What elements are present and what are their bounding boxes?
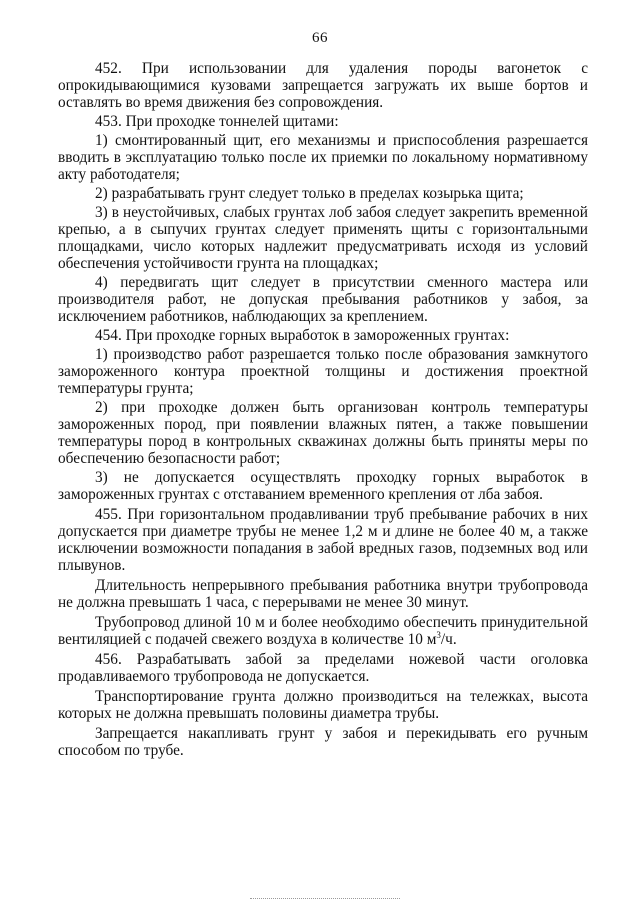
paragraph-prohibition: Запрещается накапливать грунт у забоя и перекидывать его ручным способом по трубе.	[58, 725, 588, 759]
paragraph-455: 455. При горизонтальном продавливании труб пребывание рабочих в них допускается при диаметре трубы не менее 1,2 м и длине не более 40 м, а также исключении возможности попадания в забой вредных газов, подземных вод или плывунов.	[58, 506, 588, 574]
paragraph-452: 452. При использовании для удаления породы вагонеток с опрокидывающимися кузовами запрещается загружать их выше бортов и оставлять во время движения без сопровождения.	[58, 60, 588, 111]
paragraph-454-heading: 454. При проходке горных выработок в замороженных грунтах:	[95, 327, 510, 344]
page-number: 66	[312, 30, 328, 46]
paragraph-454-item-3: 3) не допускается осуществлять проходку горных выработок в замороженных грунтах с отставанием временного крепления от лба забоя.	[58, 469, 588, 503]
paragraph-456: 456. Разрабатывать забой за пределами ножевой части оголовка продавливаемого трубопровода не допускается.	[58, 651, 588, 685]
paragraph-453-item-2: 2) разрабатывать грунт следует только в пределах козырька щита;	[95, 185, 524, 202]
document-body	[58, 60, 588, 761]
paragraph-ventilation	[58, 614, 588, 648]
paragraph-453-item-3: 3) в неустойчивых, слабых грунтах лоб забоя следует закрепить временной крепью, а в сыпучих грунтах следует применять щиты с горизонтальными площадками, число которых надлежит предусматривать исходя из условий обеспечения устойчивости грунта на площадках;	[58, 204, 588, 272]
paragraph-454-item-1: 1) производство работ разрешается только после образования замкнутого замороженного контура проектной толщины и достижения проектной температуры грунта;	[58, 346, 588, 397]
scan-edge-mark	[250, 898, 400, 901]
paragraph-453-item-1: 1) смонтированный щит, его механизмы и приспособления разрешается вводить в эксплуатацию только после их приемки по локальному нормативному акту работодателя;	[58, 132, 588, 183]
ventilation-unit-power: 3	[436, 630, 441, 640]
paragraph-453-heading: 453. При проходке тоннелей щитами:	[95, 113, 339, 130]
ventilation-unit-suffix: /ч.	[440, 631, 457, 648]
paragraph-duration: Длительность непрерывного пребывания работника внутри трубопровода не должна превышать 1 часа, с перерывами не менее 30 минут.	[58, 577, 588, 611]
paragraph-transport: Транспортирование грунта должно производиться на тележках, высота которых не должна превышать половины диаметра трубы.	[58, 688, 588, 722]
ventilation-text: Трубопровод длиной 10 м и более необходимо обеспечить принудительной вентиляцией с подачей свежего воздуха в количестве 10 м	[58, 614, 588, 648]
paragraph-454-item-2: 2) при проходке должен быть организован контроль температуры замороженных пород, при появлении влажных пятен, а также повышении температуры пород в контрольных скважинах должны быть приняты меры по обеспечению безопасности работ;	[58, 399, 588, 467]
paragraph-453-item-4: 4) передвигать щит следует в присутствии сменного мастера или производителя работ, не допуская пребывания работников у забоя, за исключением работников, наблюдающих за креплением.	[58, 274, 588, 325]
